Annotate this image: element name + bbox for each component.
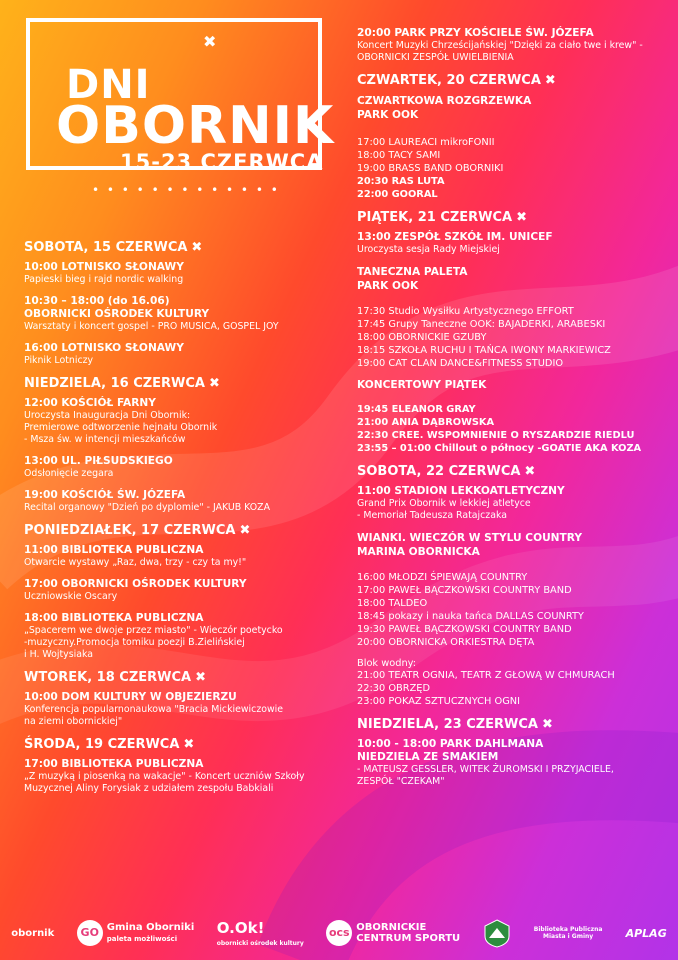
- event-title: 17:00 OBORNICKI OŚRODEK KULTURY: [24, 578, 247, 590]
- close-x-icon: ✖: [195, 670, 207, 685]
- logo-gmina-oborniki: GO Gmina Oborniki paleta możliwości: [77, 920, 195, 946]
- day-section: [24, 523, 344, 661]
- program-item: 21:00 TEATR OGNIA, TEATR Z GŁOWĄ W CHMURACH: [357, 670, 615, 681]
- program-subtitle: Blok wodny:: [357, 658, 417, 669]
- event: [24, 295, 344, 333]
- event-title: 20:00 PARK PRZY KOŚCIELE ŚW. JÓZEFA: [357, 27, 594, 39]
- event-description: Papieski bieg i rajd nordic walking: [24, 274, 184, 285]
- program-item: 21:00 ANIA DĄBROWSKA: [357, 417, 495, 428]
- event: [357, 27, 667, 64]
- event: [357, 231, 667, 256]
- program-item: 23:55 – 01:00 Chillout o północy -GOATIE AKA KOZA: [357, 443, 642, 454]
- day-header: [24, 670, 344, 685]
- program-list: [357, 305, 667, 370]
- event-description: Grand Prix Obornik w lekkiej atletyce - Memoriał Tadeusza Ratajczaka: [357, 498, 531, 521]
- event-description: Uroczysta Inauguracja Dni Obornik: Premierowe odtworzenie hejnału Obornik - Msza św. w intencji mieszkańców: [24, 410, 218, 445]
- day-label: SOBOTA, 15 CZERWCA: [24, 240, 188, 255]
- program-item: 22:30 OBRZĘD: [357, 683, 431, 694]
- program-item: 20:00 OBORNICKA ORKIESTRA DĘTA: [357, 637, 535, 648]
- event-title: 13:00 UL. PIŁSUDSKIEGO: [24, 455, 173, 467]
- day-label: PIĄTEK, 21 CZERWCA: [357, 210, 513, 225]
- program-item: 17:00 PAWEŁ BĄCZKOWSKI COUNTRY BAND: [357, 585, 572, 596]
- program-title: KONCERTOWY PIĄTEK: [357, 379, 487, 391]
- title-dni: DNI: [66, 62, 151, 108]
- program-item: 23:00 POKAZ SZTUCZNYCH OGNI: [357, 696, 521, 707]
- event-title: 16:00 LOTNISKO SŁONAWY: [24, 342, 184, 354]
- sponsor-footer: [0, 906, 678, 960]
- event-title: 11:00 BIBLIOTEKA PUBLICZNA: [24, 544, 204, 556]
- program-item: 22:00 GOORAL: [357, 189, 438, 200]
- program-item: 18:15 SZKOŁA RUCHU I TAŃCA IWONY MARKIEWICZ: [357, 345, 611, 356]
- event: [24, 691, 344, 728]
- day-header: [357, 210, 667, 225]
- day-section: [24, 240, 344, 367]
- event-description: „Spacerem we dwoje przez miasto" - Wieczór poetycko -muzyczny.Promocja tomiku poezji B.Zielińskiej i H. Wojtysiaka: [24, 625, 283, 660]
- event-description: - MATEUSZ GESSLER, WITEK ŻUROMSKI I PRZYJACIELE, ZESPÓŁ "CZEKAM": [357, 764, 614, 787]
- day-label: CZWARTEK, 20 CZERWCA: [357, 73, 541, 88]
- day-header: [24, 523, 344, 538]
- event-title: 12:00 KOŚCIÓŁ FARNY: [24, 397, 156, 409]
- program-item: 18:00 TACY SAMI: [357, 150, 441, 161]
- event: [24, 612, 344, 661]
- event: [24, 455, 344, 480]
- right-schedule-column: [357, 27, 667, 797]
- program-item: 17:45 Grupy Taneczne OOK: BAJADERKI, ARABESKI: [357, 319, 606, 330]
- program-item: 17:30 Studio Wysiłku Artystycznego EFFORT: [357, 306, 574, 317]
- decorative-dots: • • • • • • • • • • • • •: [92, 183, 280, 197]
- logo-ook: O.Ok! obornicki ośrodek kultury: [216, 918, 304, 947]
- event-description: Uroczysta sesja Rady Miejskiej: [357, 244, 500, 255]
- program-list: [357, 403, 667, 455]
- day-section: [24, 737, 344, 795]
- close-x-decoration: ✖: [203, 32, 217, 51]
- event-title: 10:00 - 18:00 PARK DAHLMANA NIEDZIELA ZE SMAKIEM: [357, 738, 544, 763]
- event-description: Otwarcie wystawy „Raz, dwa, trzy - czy ta my!": [24, 557, 247, 568]
- day-label: WTOREK, 18 CZERWCA: [24, 670, 192, 685]
- event-description: Odsłonięcie zegara: [24, 468, 114, 479]
- event-description: „Z muzyką i piosenką na wakacje" - Koncert uczniów Szkoły Muzycznej Aliny Forysiak z udziałem zespołu Babkiali: [24, 771, 305, 794]
- close-x-icon: ✖: [544, 73, 556, 88]
- event-title: 10:00 LOTNISKO SŁONAWY: [24, 261, 184, 273]
- day-label: NIEDZIELA, 23 CZERWCA: [357, 717, 538, 732]
- day-label: PONIEDZIAŁEK, 17 CZERWCA: [24, 523, 236, 538]
- event-description: Uczniowskie Oscary: [24, 591, 118, 602]
- logo-emblem-icon: [483, 918, 511, 948]
- day-header: [24, 240, 344, 255]
- program-item: 19:45 ELEANOR GRAY: [357, 404, 476, 415]
- event-title: 10:30 – 18:00 (do 16.06) OBORNICKI OŚRODEK KULTURY: [24, 295, 210, 320]
- day-header: [24, 376, 344, 391]
- day-header: [357, 73, 667, 88]
- festival-dates: 15-23 CZERWCA: [120, 150, 324, 174]
- program-list: [357, 571, 667, 649]
- event-title: 17:00 BIBLIOTEKA PUBLICZNA: [24, 758, 204, 770]
- program-item: 19:00 CAT CLAN DANCE&FITNESS STUDIO: [357, 358, 564, 369]
- program-item: 18:45 pokazy i nauka tańca DALLAS COUNRTY: [357, 611, 584, 622]
- day-label: ŚRODA, 19 CZERWCA: [24, 737, 180, 752]
- program-item: 16:00 MŁODZI ŚPIEWAJĄ COUNTRY: [357, 572, 528, 583]
- event-description: Konferencja popularnonaukowa "Bracia Mickiewiczowie na ziemi obornickiej": [24, 704, 284, 727]
- close-x-icon: ✖: [516, 210, 528, 225]
- event-description: Warsztaty i koncert gospel - PRO MUSICA, GOSPEL JOY: [24, 321, 279, 332]
- program-item: 19:30 PAWEŁ BĄCZKOWSKI COUNTRY BAND: [357, 624, 572, 635]
- title-obornik: OBORNIK: [56, 96, 335, 156]
- program-item: 19:00 BRASS BAND OBORNIKI: [357, 163, 504, 174]
- close-x-icon: ✖: [239, 523, 251, 538]
- day-label: SOBOTA, 22 CZERWCA: [357, 464, 521, 479]
- day-header: [24, 737, 344, 752]
- close-x-icon: ✖: [191, 240, 203, 255]
- event: [24, 578, 344, 603]
- program-title: TANECZNA PALETA PARK OOK: [357, 266, 468, 292]
- logo-aplag: APLAG: [625, 926, 667, 940]
- program-item: 17:00 LAUREACI mikroFONII: [357, 137, 495, 148]
- close-x-icon: ✖: [183, 737, 195, 752]
- day-header: [357, 464, 667, 479]
- event: [24, 342, 344, 367]
- event-title: 13:00 ZESPÓŁ SZKÓŁ IM. UNICEF: [357, 231, 553, 243]
- close-x-icon: ✖: [524, 464, 536, 479]
- event: [24, 758, 344, 795]
- program-title: CZWARTKOWA ROZGRZEWKA PARK OOK: [357, 95, 532, 121]
- program-list: [357, 669, 667, 708]
- program-item: 18:00 TALDEO: [357, 598, 428, 609]
- day-header: [357, 717, 667, 732]
- close-x-icon: ✖: [542, 717, 553, 732]
- event: [357, 485, 667, 522]
- logo-obornik: obornik: [11, 927, 55, 939]
- day-section: [24, 376, 344, 514]
- day-label: NIEDZIELA, 16 CZERWCA: [24, 376, 205, 391]
- program-item: 18:00 OBORNICKIE GZUBY: [357, 332, 487, 343]
- event: [24, 397, 344, 446]
- event-description: Recital organowy "Dzień po dyplomie" - JAKUB KOZA: [24, 502, 271, 513]
- event-title: 11:00 STADION LEKKOATLETYCZNY: [357, 485, 565, 497]
- event: [24, 489, 344, 514]
- program-item: 22:30 CREE. WSPOMNIENIE O RYSZARDZIE RIEDLU: [357, 430, 635, 441]
- logo-centrum-sportu: ocs OBORNICKIE CENTRUM SPORTU: [326, 920, 460, 946]
- event: [357, 738, 667, 788]
- event: [24, 261, 344, 286]
- event-title: 19:00 KOŚCIÓŁ ŚW. JÓZEFA: [24, 489, 186, 501]
- event-title: 10:00 DOM KULTURY W OBJEZIERZU: [24, 691, 237, 703]
- program-list: [357, 136, 667, 201]
- program-item: 20:30 RAS LUTA: [357, 176, 445, 187]
- left-schedule-column: [24, 240, 344, 804]
- event-title: 18:00 BIBLIOTEKA PUBLICZNA: [24, 612, 204, 624]
- day-section: [24, 670, 344, 728]
- program-title: WIANKI. WIECZÓR W STYLU COUNTRY MARINA OBORNICKA: [357, 532, 583, 558]
- event: [24, 544, 344, 569]
- event-description: Piknik Lotniczy: [24, 355, 94, 366]
- logo-biblioteka: Biblioteka Publiczna Miasta i Gminy: [533, 926, 603, 940]
- event-description: Koncert Muzyki Chrześcijańskiej "Dzięki za ciało twe i krew" - OBORNICKI ZESPÓŁ UWIELBIENIA: [357, 40, 643, 63]
- close-x-icon: ✖: [209, 376, 220, 391]
